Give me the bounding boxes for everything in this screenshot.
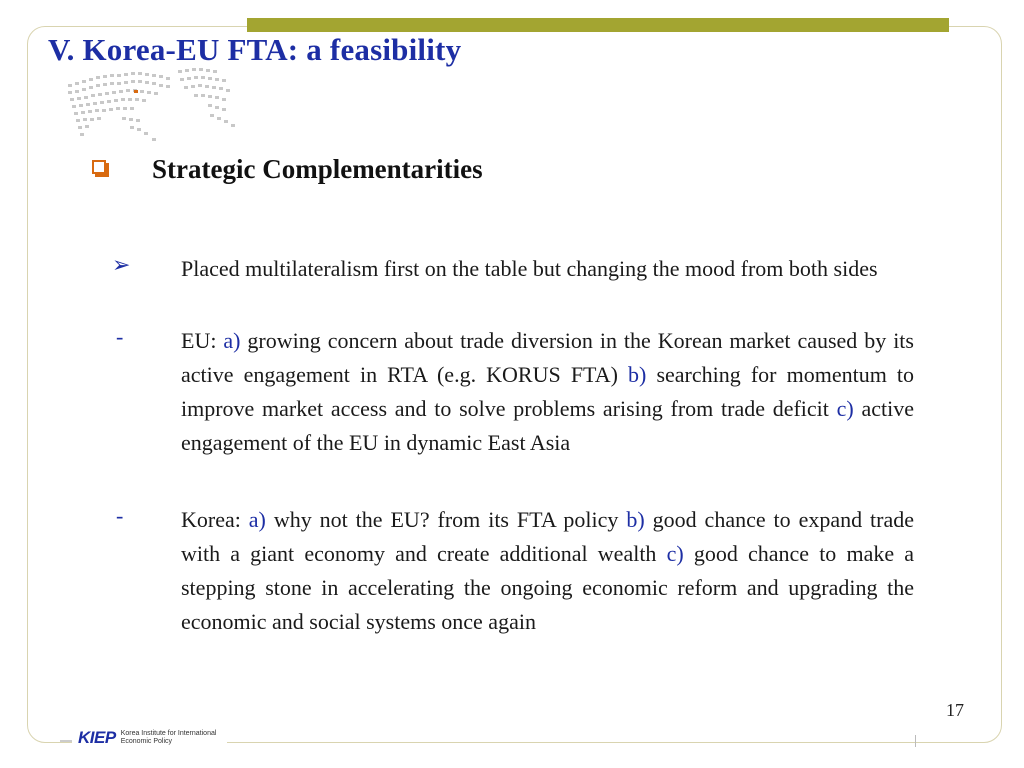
dash-bullet-icon: -: [116, 503, 124, 528]
text-segment: good chance to make a stepping stone in accelerating the ongoing economic reform and upgrading the economic and social systems once again: [181, 541, 915, 634]
enumerator-c: c): [836, 396, 854, 421]
enumerator-b: b): [626, 507, 645, 532]
logo-line-1: Korea Institute for International: [120, 730, 217, 737]
slide-title: V. Korea-EU FTA: a feasibility: [48, 32, 462, 67]
logo-mark: KIEP: [78, 728, 116, 747]
bullet-text: [181, 324, 914, 460]
bullet-text: [181, 503, 914, 639]
text-segment: why not the EU? from its FTA policy: [265, 507, 627, 532]
enumerator-a: a): [223, 328, 241, 353]
text-segment: active engagement of the EU in dynamic East Asia: [181, 396, 914, 455]
footer-tick: [915, 735, 916, 747]
page-number: 17: [946, 700, 964, 720]
text-segment: good chance to expand trade with a giant economy and create additional wealth: [181, 507, 915, 566]
text-segment: Korea:: [181, 507, 249, 532]
enumerator-b: b): [628, 362, 647, 387]
logo-line-2: Economic Policy: [120, 738, 173, 745]
enumerator-a: a): [248, 507, 266, 532]
accent-bar: [247, 18, 949, 32]
arrow-bullet-icon: ➢: [112, 252, 131, 277]
text-segment: growing concern about trade diversion in the Korean market caused by its active engagement in RTA (e.g. KORUS FTA): [181, 328, 914, 387]
logo-caption: [121, 730, 221, 746]
kiep-logo: [72, 727, 227, 749]
text-segment: EU:: [181, 328, 224, 353]
enumerator-c: c): [666, 541, 684, 566]
text-segment: searching for momentum to improve market access and to solve problems arising from trade deficit: [181, 362, 915, 421]
dash-bullet-icon: -: [116, 324, 124, 349]
dotted-world-map-icon: [60, 62, 250, 162]
hollow-square-bullet-icon: [92, 160, 106, 174]
text-segment: Placed multilateralism first on the table but changing the mood from both sides: [181, 256, 878, 281]
section-heading: Strategic Complementarities: [152, 154, 483, 184]
bullet-text: [181, 252, 914, 286]
